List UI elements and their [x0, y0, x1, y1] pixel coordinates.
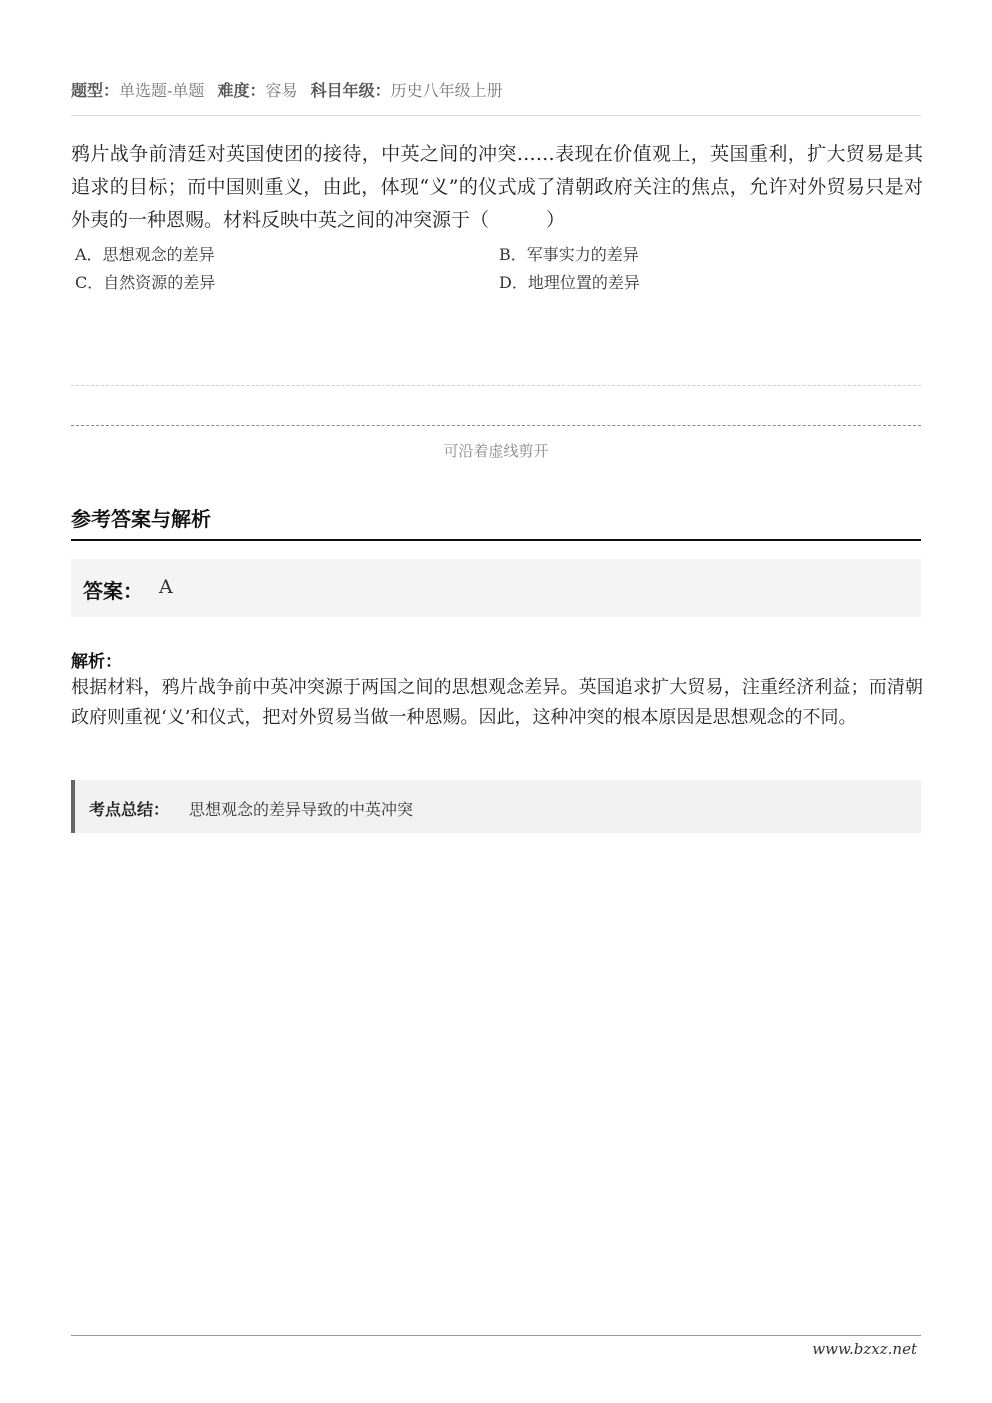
analysis-label: 解析： [71, 652, 122, 672]
cut-line [71, 425, 921, 426]
dashed-line-light [71, 385, 921, 386]
option-b[interactable] [499, 241, 639, 269]
cut-hint: 可沿着虚线剪开 [443, 442, 549, 460]
option-d[interactable] [499, 269, 640, 297]
option-c-text: 自然资源的差异 [103, 273, 216, 292]
subject-label: 科目年级： [310, 81, 391, 100]
question-stem: 鸦片战争前清廷对英国使团的接待，中英之间的冲突……表现在价值观上，英国重利，扩大贸易是其追求的目标；而中国则重义，由此，体现“义”的仪式成了清朝政府关注的焦点，允许对外贸易只是对外夷的一种恩赐。材料反映中英之间的冲突源于（ ） [71, 143, 923, 231]
option-a[interactable] [75, 241, 215, 269]
section-divider [71, 539, 921, 541]
analysis-text: 根据材料，鸦片战争前中英冲突源于两国之间的思想观念差异。英国追求扩大贸易，注重经济利益；而清朝政府则重视‘义’和仪式，把对外贸易当做一种恩赐。因此，这种冲突的根本原因是思想观念的不同。 [71, 677, 923, 728]
question-meta [71, 78, 921, 101]
meta-divider [71, 115, 921, 116]
summary-box [71, 780, 921, 833]
type-label: 题型： [71, 81, 120, 100]
option-a-text: 思想观念的差异 [102, 245, 215, 264]
subject-value: 历史八年级上册 [390, 81, 503, 100]
footer-site: www.bzxz.net [812, 1340, 917, 1358]
difficulty-value: 容易 [265, 81, 298, 100]
option-d-text: 地理位置的差异 [527, 273, 640, 292]
summary-value: 思想观念的差异导致的中英冲突 [189, 800, 414, 819]
footer-divider [71, 1335, 921, 1336]
summary-label: 考点总结： [89, 800, 170, 819]
type-value: 单选题-单题 [119, 81, 205, 100]
option-b-text: 军事实力的差异 [526, 245, 639, 264]
option-a-key: A． [75, 245, 103, 264]
difficulty-label: 难度： [217, 81, 266, 100]
option-d-key: D． [499, 273, 528, 292]
answer-box [71, 559, 921, 617]
answer-label: 答案： [83, 579, 143, 603]
answer-value: A [159, 576, 173, 598]
option-b-key: B． [499, 245, 527, 264]
option-c-key: C． [75, 273, 104, 292]
answer-section-title: 参考答案与解析 [71, 507, 211, 531]
option-c[interactable] [75, 269, 215, 297]
